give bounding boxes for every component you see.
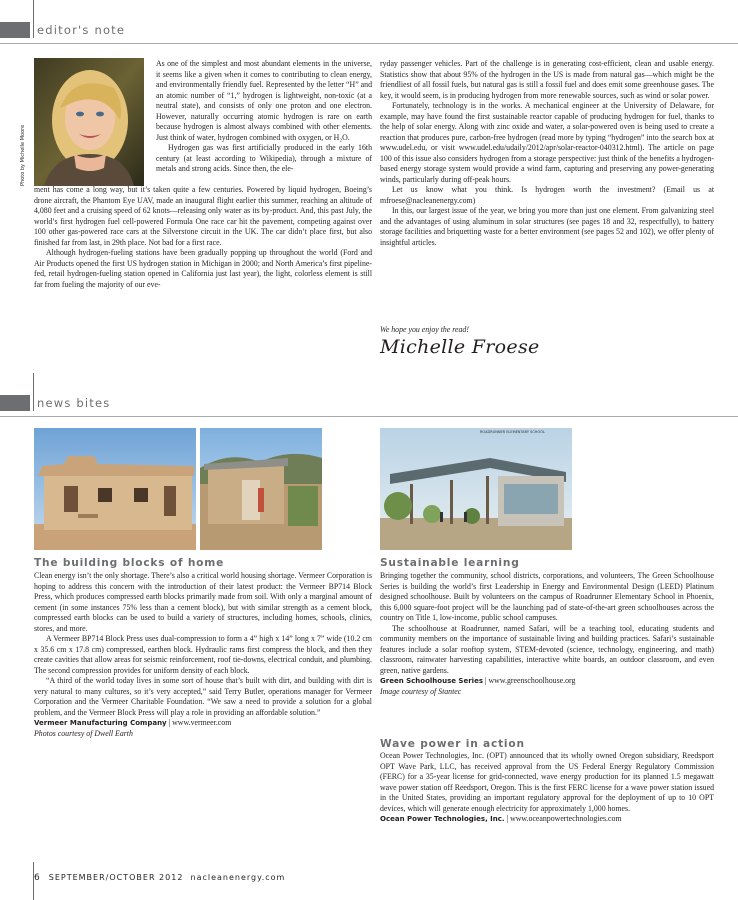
photo-credit-line: Photos courtesy of Dwell Earth bbox=[34, 728, 133, 738]
article-source: Green Schoolhouse Series | www.greenschoolhouse.org bbox=[380, 676, 576, 685]
earth-block-house-photo bbox=[34, 428, 196, 550]
editor-note-column-2 bbox=[380, 59, 714, 248]
sustainable-learning-article bbox=[380, 571, 714, 697]
editor-signoff: We hope you enjoy the read! bbox=[380, 325, 469, 334]
building-blocks-article bbox=[34, 571, 372, 739]
section-rule bbox=[0, 416, 738, 417]
editor-note-column-1-bottom bbox=[34, 185, 372, 290]
headline-sustainable-learning: Sustainable learning bbox=[380, 557, 520, 569]
editor-paragraph: In this, our largest issue of the year, we bring you more than just one element. From galvanizing steel and the advantages of using aluminum in solar structures (see pages 18 and 32, respectfully), to battery storage facilities and briquetting waste for a better environment (see pages 52 and 102), we offer plenty of insightful articles. bbox=[380, 206, 714, 247]
editor-signature: Michelle Froese bbox=[380, 336, 540, 358]
editor-paragraph: As one of the simplest and most abundant elements in the universe, it seems like a given when it comes to contributing to clean energy, and environmentally friendly fuel. Represented by the letter “H” and an atomic number of “1,” hydrogen is lightweight, non-toxic (at a neutral state), and consists of only one proton and one electron. However, naturally occurring atomic hydrogen is rare on earth because hydrogen is almost always combined with other elements. Just think of water, hydrogen combined with oxygen, or H₂O. bbox=[156, 59, 372, 142]
site-name: nacleanenergy.com bbox=[190, 873, 286, 882]
headline-building-blocks: The building blocks of home bbox=[34, 557, 225, 569]
source-link[interactable]: www.vermeer.com bbox=[172, 718, 232, 727]
block-shed-photo bbox=[200, 428, 322, 550]
article-paragraph: Clean energy isn’t the only shortage. There’s also a critical world housing shortage. Vermeer Corporation is hoping to address this concern with the introduction of their latest product: the Vermeer BP714 Block Press, which produces compressed earth blocks primarily made from soil. With only a marginal amount of cement (in some instances 75% less than a cement block), but with similar strength as a cement block, compressed earth blocks can be used to build a variety of structures, including homes, schools, clinics, stores, and more. bbox=[34, 571, 372, 633]
issue-date: SEPTEMBER/OCTOBER 2012 bbox=[48, 873, 184, 882]
school-photo-caption: ROADRUNNER ELEMENTARY SCHOOL bbox=[480, 430, 545, 434]
photo-credit: Photo by Michelle Moore bbox=[20, 124, 26, 186]
image-credit-line: Image courtesy of Stantec bbox=[380, 686, 462, 696]
article-paragraph: A Vermeer BP714 Block Press uses dual-compression to form a 4” high x 14” long x 7” wide (10.2 cm x 35.6 cm x 17.8 cm) compressed, earthen block. Hydraulic rams first compress the block, and then they create cavities that allow areas for seismic reinforcement, roof tie-downs, electrical conduit, and plumbing. The second compression provides for uniform density of each block. bbox=[34, 634, 372, 675]
source-link[interactable]: www.greenschoolhouse.org bbox=[488, 676, 576, 685]
editor-paragraph: ryday passenger vehicles. Part of the challenge is in generating cost-efficient, clean and usable energy. Statistics show that about 95% of the hydrogen in the US is made from natural gas—which might be the friendliest of all fossil fuels, but natural gas is still a fossil fuel and does emit some greenhouse gases. The key, it would seem, is in producing hydrogen from more renewable sources, such as wind or solar power. bbox=[380, 59, 714, 100]
section-divider bbox=[33, 0, 34, 38]
article-paragraph: Ocean Power Technologies, Inc. (OPT) announced that its wholly owned Oregon subsidiary, Reedsport OPT Wave Park, LLC, has received approval from the US Federal Energy Regulatory Commission (FERC) for a 35-year license for grid-connected, wave energy production for its planned 1.5 megawatt wave power station off Reedsport, Oregon. This is the first FERC license for a wave power station issued in the United States, providing an important regulatory approval for the deployment of up to 10 OPT devices, which will generate enough electricity for approximately 1,000 homes. bbox=[380, 751, 714, 813]
page-number: 6 bbox=[34, 873, 41, 883]
section-title-editors-note: editor's note bbox=[37, 23, 126, 37]
section-title-news-bites: news bites bbox=[37, 396, 111, 410]
article-paragraph: Bringing together the community, school districts, corporations, and volunteers, The Green Schoolhouse Series is building the world’s first Leadership in Energy and Environmental Design (LEED) Platinum designed schoolhouse. Built by volunteers on the campus of Roadrunner Elementary School in Phoenix, this 6,000 square-foot project will be the launching pad of state-of-the-art green schoolhouses across the country on Title 1, low-income, public school campuses. bbox=[380, 571, 714, 622]
section-rule bbox=[0, 43, 738, 44]
source-company: Ocean Power Technologies, Inc. bbox=[380, 815, 505, 823]
headline-wave-power: Wave power in action bbox=[380, 738, 525, 750]
section-marker bbox=[0, 22, 30, 38]
editor-paragraph: Although hydrogen-fueling stations have been gradually popping up throughout the world (Ford and Air Products opened the first US hydrogen station in Michigan in 2000; and North America’s first pipeline-fed, retail hydrogen-fueling station opened in California just last year), the light, colorless element is still far from fueling the majority of our eve- bbox=[34, 248, 372, 289]
article-paragraph: “A third of the world today lives in some sort of house that’s built with dirt, and building with dirt is very natural to many cultures, so it’s very accepted,” said Terry Butler, operations manager for Vermeer Corporation and the Vermeer Charitable Foundation. “We saw a need to provide a solution for a global problem, and the Vermeer Block Press will play a role in providing an affordable solution.” bbox=[34, 676, 372, 717]
editor-photo bbox=[34, 58, 144, 186]
editor-paragraph: Fortunately, technology is in the works. A mechanical engineer at the University of Delaware, for example, may have found the first sustainable reactor capable of producing hydrogen for fuel, thanks to the help of solar energy. Along with zinc oxide and water, a solar-powered oven is being used to create a reaction that produces pure, carbon-free hydrogen (read more by typing “hydrogen” into the search box at www.udel.edu, or visit www.udel.edu/udaily/2012/apr/solar-reactor-040312.html). The article on page 100 of this issue also considers hydrogen from a storage perspective: just think of the benefits a hydrogen-based energy storage system would provide a wind farm, capturing and preserving any power-generating winds, particularly during off-peak hours. bbox=[380, 101, 714, 184]
article-paragraph: The schoolhouse at Roadrunner, named Safari, will be a teaching tool, educating students and community members on the importance of sustainable living and building practices. Safari’s sustainable features include a solar rooftop system, STEM-devoted (science, technology, engineering, and math) classroom, rainwater harvesting capabilities, interactive white boards, an outdoor classroom, and even green, native gardens. bbox=[380, 623, 714, 675]
source-company: Green Schoolhouse Series bbox=[380, 677, 483, 685]
section-marker bbox=[0, 395, 30, 411]
wave-power-article bbox=[380, 751, 714, 825]
editor-paragraph: ment has come a long way, but it’s taken quite a few centuries. Powered by liquid hydrogen, Boeing’s drone aircraft, the Phantom Eye UAV, made an inaugural flight earlier this summer, reaching an altitude of 4,080 feet and a cruising speed of 62 knots—releasing only water as its by-product. And, this past July, the world’s first hydrogen fuel cell-powered Formula One race car hit the pavement, competing against over 100 other gas-powered race cars at the Silverstone circuit in the UK. The car didn’t place first, but also finished far from last, in 29th place. Not bad for a first race. bbox=[34, 185, 372, 247]
section-divider bbox=[33, 373, 34, 411]
editor-note-column-1-top bbox=[156, 59, 372, 175]
source-company: Vermeer Manufacturing Company bbox=[34, 719, 167, 727]
page-footer bbox=[34, 873, 285, 883]
editors-note-header bbox=[0, 22, 738, 38]
source-link[interactable]: www.oceanpowertechnologies.com bbox=[510, 814, 622, 823]
editor-paragraph: Let us know what you think. Is hydrogen worth the investment? (Email us at mfroese@nacleanenergy.com) bbox=[380, 185, 714, 205]
article-source: Vermeer Manufacturing Company | www.vermeer.com bbox=[34, 718, 232, 727]
news-bites-header bbox=[0, 395, 738, 411]
green-schoolhouse-rendering bbox=[380, 428, 572, 550]
editor-paragraph: Hydrogen gas was first artificially produced in the early 16th century (at least according to Wikipedia), through a mixture of metals and strong acids. Since then, the ele- bbox=[156, 143, 372, 173]
article-source: Ocean Power Technologies, Inc. | www.oceanpowertechnologies.com bbox=[380, 814, 622, 823]
